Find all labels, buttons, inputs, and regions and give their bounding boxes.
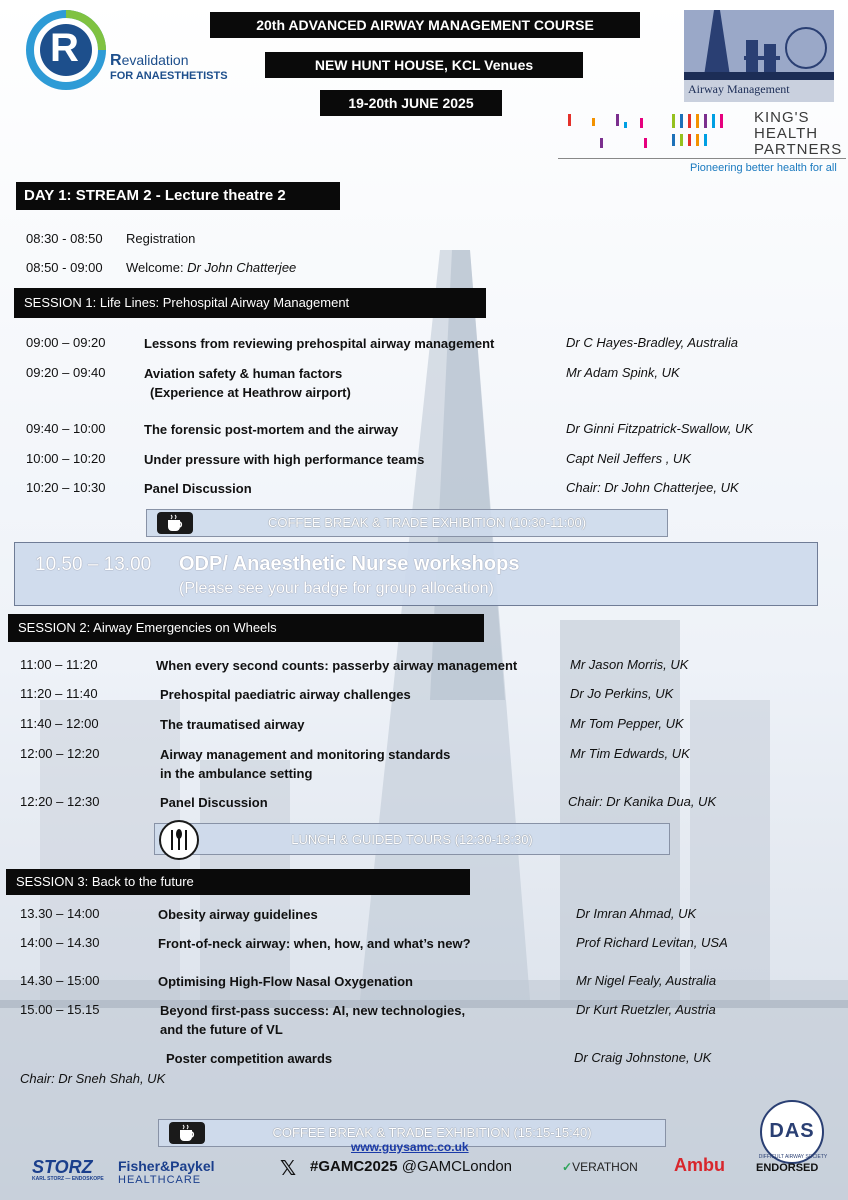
fp-name: Fisher&Paykel <box>118 1158 215 1174</box>
fp-sub: HEALTHCARE <box>118 1174 202 1186</box>
item-time: 12:20 – 12:30 <box>20 794 100 809</box>
item-title: Airway management and monitoring standards <box>160 747 451 762</box>
airway-management-logo <box>684 10 834 102</box>
das-endorsed-logo <box>752 1100 838 1180</box>
item-time: 10:00 – 10:20 <box>26 451 106 466</box>
item-time: 10:20 – 10:30 <box>26 480 106 495</box>
break-label: COFFEE BREAK & TRADE EXHIBITION (15:15-15:40) <box>272 1125 592 1140</box>
item-title: Prehospital paediatric airway challenges <box>160 687 411 702</box>
social-handle: @GAMCLondon <box>401 1158 512 1175</box>
item-time: 12:00 – 12:20 <box>20 746 100 761</box>
london-skyline-icon <box>684 10 834 80</box>
item-label: Welcome: <box>126 260 188 275</box>
item-title: Panel Discussion <box>144 481 252 496</box>
coffee-break-banner <box>146 509 668 537</box>
item-title: Poster competition awards <box>166 1051 333 1066</box>
schedule-item <box>20 746 820 786</box>
schedule-item <box>26 480 826 500</box>
day-heading: DAY 1: STREAM 2 - Lecture theatre 2 <box>16 182 340 210</box>
schedule-item <box>26 421 826 441</box>
item-title: When every second counts: passerby airway management <box>156 658 518 673</box>
item-speaker: Mr Nigel Fealy, Australia <box>576 973 717 988</box>
khp-line1: KING'S <box>754 109 810 126</box>
welcome-line <box>126 260 296 275</box>
item-title-line2: (Experience at Heathrow airport) <box>150 385 351 400</box>
kings-health-partners-logo <box>558 106 846 178</box>
khp-line3: PARTNERS <box>754 141 843 158</box>
break-label: COFFEE BREAK & TRADE EXHIBITION (10:30-11:00) <box>267 515 587 530</box>
workshop-note: (Please see your badge for group allocation) <box>179 580 494 597</box>
verathon-name: VERATHON <box>572 1160 638 1174</box>
dates-banner: 19-20th JUNE 2025 <box>320 90 502 116</box>
item-title: Obesity airway guidelines <box>158 907 318 922</box>
website-link[interactable]: www.guysamc.co.uk <box>351 1140 469 1154</box>
coffee-cup-icon <box>169 1122 205 1144</box>
storz-name: STORZ <box>32 1157 93 1177</box>
item-speaker: Dr Ginni Fitzpatrick-Swallow, UK <box>566 421 754 436</box>
course-title-banner: 20th ADVANCED AIRWAY MANAGEMENT COURSE <box>210 12 640 38</box>
das-endorsed-label: ENDORSED <box>756 1162 819 1174</box>
venue-banner: NEW HUNT HOUSE, KCL Venues <box>265 52 583 78</box>
revalidation-logo <box>26 10 226 90</box>
item-speaker: Dr Imran Ahmad, UK <box>576 906 697 921</box>
item-title: Beyond first-pass success: AI, new technologies, <box>160 1003 466 1018</box>
item-speaker: Mr Jason Morris, UK <box>570 657 689 672</box>
khp-tagline: Pioneering better health for all <box>690 162 837 174</box>
das-ring-text: DIFFICULT AIRWAY SOCIETY <box>758 1154 828 1160</box>
item-time: 11:20 – 11:40 <box>20 686 98 701</box>
item-time: 09:40 – 10:00 <box>26 421 106 436</box>
item-time: 08:50 - 09:00 <box>26 260 103 275</box>
item-title: The traumatised airway <box>160 717 305 732</box>
schedule-item <box>20 935 820 955</box>
item-label: Registration <box>126 231 196 246</box>
verathon-logo <box>562 1160 638 1174</box>
schedule-item <box>20 716 820 736</box>
schedule-item <box>20 1002 820 1042</box>
item-speaker: Dr Kurt Ruetzler, Austria <box>576 1002 716 1017</box>
item-title: Aviation safety & human factors <box>144 366 343 381</box>
item-speaker: Mr Adam Spink, UK <box>566 365 680 380</box>
item-speaker: Chair: Dr Kanika Dua, UK <box>568 794 717 809</box>
schedule-item-welcome <box>26 260 526 278</box>
session1-heading: SESSION 1: Life Lines: Prehospital Airway Management <box>14 288 486 318</box>
schedule-item <box>26 365 826 405</box>
schedule-item <box>20 973 820 993</box>
item-time: 09:20 – 09:40 <box>26 365 106 380</box>
item-time: 15.00 – 15.15 <box>20 1002 100 1017</box>
airway-management-logo-text: Airway Management <box>688 82 790 96</box>
hashtag: #GAMC2025 <box>310 1158 398 1175</box>
item-speaker: Dr Jo Perkins, UK <box>570 686 674 701</box>
item-speaker: Dr C Hayes-Bradley, Australia <box>566 335 738 350</box>
item-title: The forensic post-mortem and the airway <box>144 422 399 437</box>
schedule-item <box>20 1050 820 1070</box>
x-social-icon: 𝕏 <box>280 1156 297 1180</box>
item-speaker: Prof Richard Levitan, USA <box>576 935 728 950</box>
ambu-logo: Ambu <box>674 1155 725 1175</box>
storz-logo <box>32 1158 104 1183</box>
verathon-mark-icon: ✓ <box>562 1160 573 1174</box>
item-speaker: Mr Tom Pepper, UK <box>570 716 684 731</box>
item-title-line2: and the future of VL <box>160 1022 283 1037</box>
workshop-title: ODP/ Anaesthetic Nurse workshops <box>179 553 520 575</box>
revalidation-r-initial: R <box>110 52 122 69</box>
item-speaker: Chair: Dr John Chatterjee, UK <box>566 480 739 495</box>
revalidation-name: evalidation <box>121 52 189 68</box>
item-time: 11:40 – 12:00 <box>20 716 99 731</box>
schedule-item <box>26 335 826 355</box>
schedule-item <box>20 906 820 926</box>
item-title: Optimising High-Flow Nasal Oxygenation <box>158 974 413 989</box>
item-speaker: Dr Craig Johnstone, UK <box>574 1050 712 1065</box>
workshop-box <box>14 542 818 606</box>
item-title: Front-of-neck airway: when, how, and what’s new? <box>158 936 471 951</box>
item-title: Panel Discussion <box>160 795 268 810</box>
item-speaker: Dr John Chatterjee <box>187 260 297 275</box>
item-time: 11:00 – 11:20 <box>20 657 98 672</box>
item-time: 14.30 – 15:00 <box>20 973 100 988</box>
schedule-item-registration <box>26 231 526 249</box>
schedule-item <box>20 686 820 706</box>
item-time: 09:00 – 09:20 <box>26 335 106 350</box>
social-line <box>310 1158 512 1175</box>
revalidation-letter: R <box>50 26 79 70</box>
item-time: 14:00 – 14.30 <box>20 935 100 950</box>
khp-color-bars-icon <box>562 108 732 158</box>
item-time: 08:30 - 08:50 <box>26 231 103 246</box>
lunch-break-banner <box>154 823 670 855</box>
storz-sub: KARL STORZ — ENDOSKOPE <box>32 1176 104 1182</box>
session3-heading: SESSION 3: Back to the future <box>6 869 470 895</box>
khp-divider <box>558 158 846 159</box>
fisher-paykel-logo <box>118 1158 215 1186</box>
coffee-cup-icon <box>157 512 193 534</box>
cutlery-icon <box>159 820 199 860</box>
revalidation-subtitle: FOR ANAESTHETISTS <box>110 70 228 82</box>
workshop-time: 10.50 – 13.00 <box>35 554 152 575</box>
schedule-item <box>26 451 826 471</box>
item-title: Lessons from reviewing prehospital airway management <box>144 336 495 351</box>
item-title-line2: in the ambulance setting <box>160 766 313 781</box>
item-speaker: Mr Tim Edwards, UK <box>570 746 690 761</box>
session2-heading: SESSION 2: Airway Emergencies on Wheels <box>8 614 484 642</box>
session3-chair: Chair: Dr Sneh Shah, UK <box>20 1071 166 1086</box>
khp-line2: HEALTH <box>754 125 819 142</box>
item-title: Under pressure with high performance teams <box>144 452 425 467</box>
item-speaker: Capt Neil Jeffers , UK <box>566 451 691 466</box>
item-time: 13.30 – 14:00 <box>20 906 100 921</box>
schedule-item <box>20 657 820 677</box>
break-label: LUNCH & GUIDED TOURS (12:30-13:30) <box>291 832 533 847</box>
das-letters: DAS <box>769 1120 815 1142</box>
schedule-item <box>20 794 820 814</box>
